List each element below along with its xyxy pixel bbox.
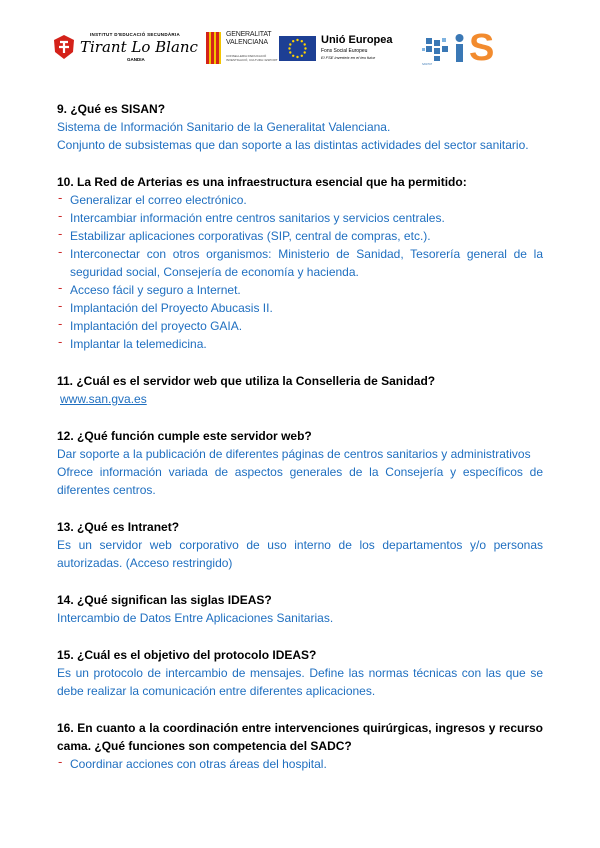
generalitat-valenciana-logo <box>205 28 280 70</box>
list-item: - Generalizar el correo electrónico. <box>57 191 543 209</box>
question-12 <box>57 427 543 499</box>
question-16 <box>57 719 543 773</box>
question-9 <box>57 100 543 154</box>
eu-title: Unió Europea <box>321 34 393 46</box>
generalitat-flag-icon <box>205 30 223 66</box>
s-brand-letter: S <box>469 27 495 69</box>
s-brand-logo <box>454 27 502 69</box>
answer-text: Dar soporte a la publicación de diferentes páginas de centros sanitarios y administrativos <box>57 447 531 461</box>
question-title: 11. ¿Cuál es el servidor web que utiliza la Conselleria de Sanidad? <box>57 374 436 388</box>
question-title: 16. En cuanto a la coordinación entre intervenciones quirúrgicas, ingresos y recurso cama. ¿Qué funciones son competencia del SADC? <box>57 721 543 753</box>
answer-text: Conjunto de subsistemas que dan soporte a las distintas actividades del sector sanitario. <box>57 138 529 152</box>
question-title: 14. ¿Qué significan las siglas IDEAS? <box>57 593 272 607</box>
list-item: - Estabilizar aplicaciones corporativas (SIP, central de compras, etc.). <box>57 227 543 245</box>
question-title: 13. ¿Qué es Intranet? <box>57 520 180 534</box>
question-title: 9. ¿Qué es SISAN? <box>57 102 166 116</box>
european-union-logo <box>279 32 409 66</box>
answer-text: Es un servidor web corporativo de uso interno de los departamentos y/o personas autorizadas. (Acceso restringido) <box>57 538 543 570</box>
school-name: Tirant Lo Blanc <box>80 38 198 56</box>
generalitat-name: GENERALITAT VALENCIANA <box>226 31 272 46</box>
list-item: - Implantación del proyecto GAIA. <box>57 317 543 335</box>
answer-text: Sistema de Información Sanitario de la Generalitat Valenciana. <box>57 120 391 134</box>
tirant-lo-blanc-logo <box>50 32 200 66</box>
answer-text: Intercambio de Datos Entre Aplicaciones Sanitarias. <box>57 611 334 625</box>
school-type-label: INSTITUT D'EDUCACIÓ SECUNDÀRIA <box>90 32 181 37</box>
eu-motto: El FSE inverteix en el teu futur <box>321 55 376 60</box>
question-15 <box>57 646 543 700</box>
health-cross-icon <box>422 36 452 62</box>
sanitat-logo <box>422 36 452 68</box>
question-14 <box>57 591 543 627</box>
list-item: - Coordinar acciones con otras áreas del hospital. <box>57 755 543 773</box>
questionnaire <box>57 100 543 792</box>
answer-text: Es un protocolo de intercambio de mensajes. Define las normas técnicas con las que se debe realizar la comunicación entre diferentes aplicaciones. <box>57 666 543 698</box>
question-title: 15. ¿Cuál es el objetivo del protocolo IDEAS? <box>57 648 317 662</box>
list-item: - Acceso fácil y seguro a Internet. <box>57 281 543 299</box>
question-title: 10. La Red de Arterias es una infraestructura esencial que ha permitido: <box>57 175 467 189</box>
list-item: - Interconectar con otros organismos: Ministerio de Sanidad, Tesorería general de la seguridad social, Consejería de economía y hacienda. <box>57 245 543 281</box>
conselleria-name: CONSELLERIA D'EDUCACIÓ INVESTIGACIÓ, CULTURA I ESPORT <box>226 54 278 62</box>
answer-text: Ofrece información variada de aspectos generales de la Consejería y específicos de diferentes centros. <box>57 465 543 497</box>
list-item: - Implantación del Proyecto Abucasis II. <box>57 299 543 317</box>
school-emblem-icon <box>52 34 76 60</box>
question-title: 12. ¿Qué función cumple este servidor web? <box>57 429 312 443</box>
eu-fund-name: Fons Social Europeu <box>321 48 368 54</box>
website-link[interactable]: www.san.gva.es <box>60 392 147 406</box>
question-10 <box>57 173 543 353</box>
answer-list <box>57 191 543 353</box>
page-header <box>50 26 550 72</box>
list-item: - Implantar la telemedicina. <box>57 335 543 353</box>
answer-list <box>57 755 543 773</box>
question-11 <box>57 372 543 408</box>
school-town: GANDIA <box>127 57 145 62</box>
list-item: - Intercambiar información entre centros sanitarios y servicios centrales. <box>57 209 543 227</box>
sanitat-label: SANITAT <box>422 63 433 66</box>
answer-link-line <box>57 390 543 408</box>
question-13 <box>57 518 543 572</box>
eu-flag-icon <box>279 36 316 61</box>
